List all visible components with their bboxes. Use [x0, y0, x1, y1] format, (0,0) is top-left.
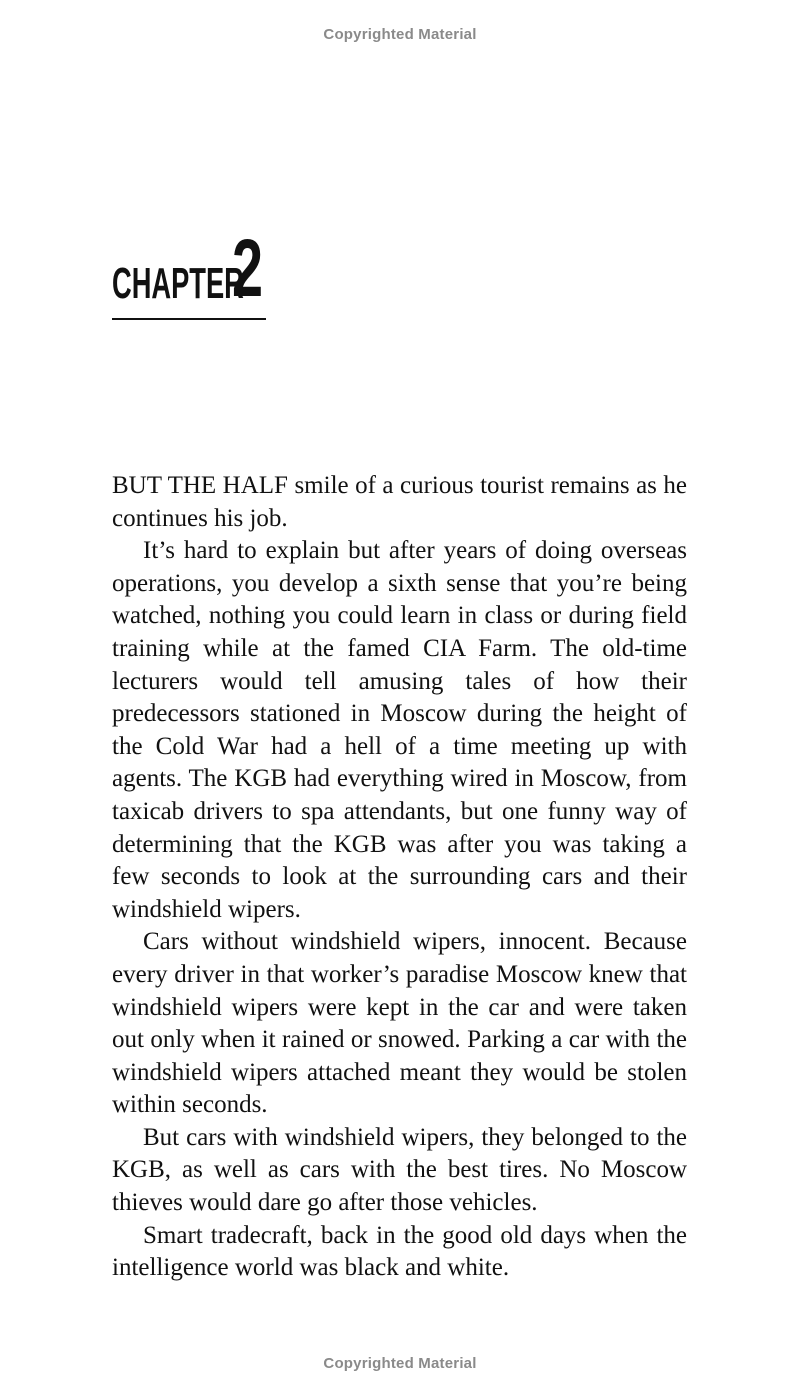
copyright-watermark-bottom: Copyrighted Material: [323, 1355, 477, 1372]
chapter-heading: [112, 223, 266, 320]
paragraph-5: Smart tradecraft, back in the good old days when the intelligence world was black and white.: [112, 1221, 687, 1282]
chapter-body: [112, 470, 687, 1285]
copyright-watermark-top: Copyrighted Material: [323, 26, 477, 43]
paragraph-1: BUT THE HALF smile of a curious tourist remains as he continues his job.: [112, 472, 687, 532]
paragraph-4: But cars with windshield wipers, they belonged to the KGB, as well as cars with the best tires. No Moscow thieves would dare go after those vehicles.: [112, 1123, 687, 1217]
chapter-number: 2: [232, 223, 264, 314]
paragraph-2: It’s hard to explain but after years of doing overseas operations, you develop a sixth sense that you’re being watched, nothing you could learn in class or during field training while at the famed CIA Farm. The old-time lecturers would tell amusing tales of how their predecessors stationed in Moscow during the height of the Cold War had a hell of a time meeting up with agents. The KGB had everything wired in Moscow, from taxicab drivers to spa attendants, but one funny way of determining that the KGB was after you was taking a few seconds to look at the surrounding cars and their windshield wipers.: [112, 537, 687, 923]
paragraph-3: Cars without windshield wipers, innocent. Because every driver in that worker’s paradise Moscow knew that windshield wipers were kept in the car and were taken out only when it rained or snowed. Parking a car with the windshield wipers attached meant they would be stolen within seconds.: [112, 928, 687, 1119]
chapter-label: CHAPTER: [112, 259, 244, 308]
